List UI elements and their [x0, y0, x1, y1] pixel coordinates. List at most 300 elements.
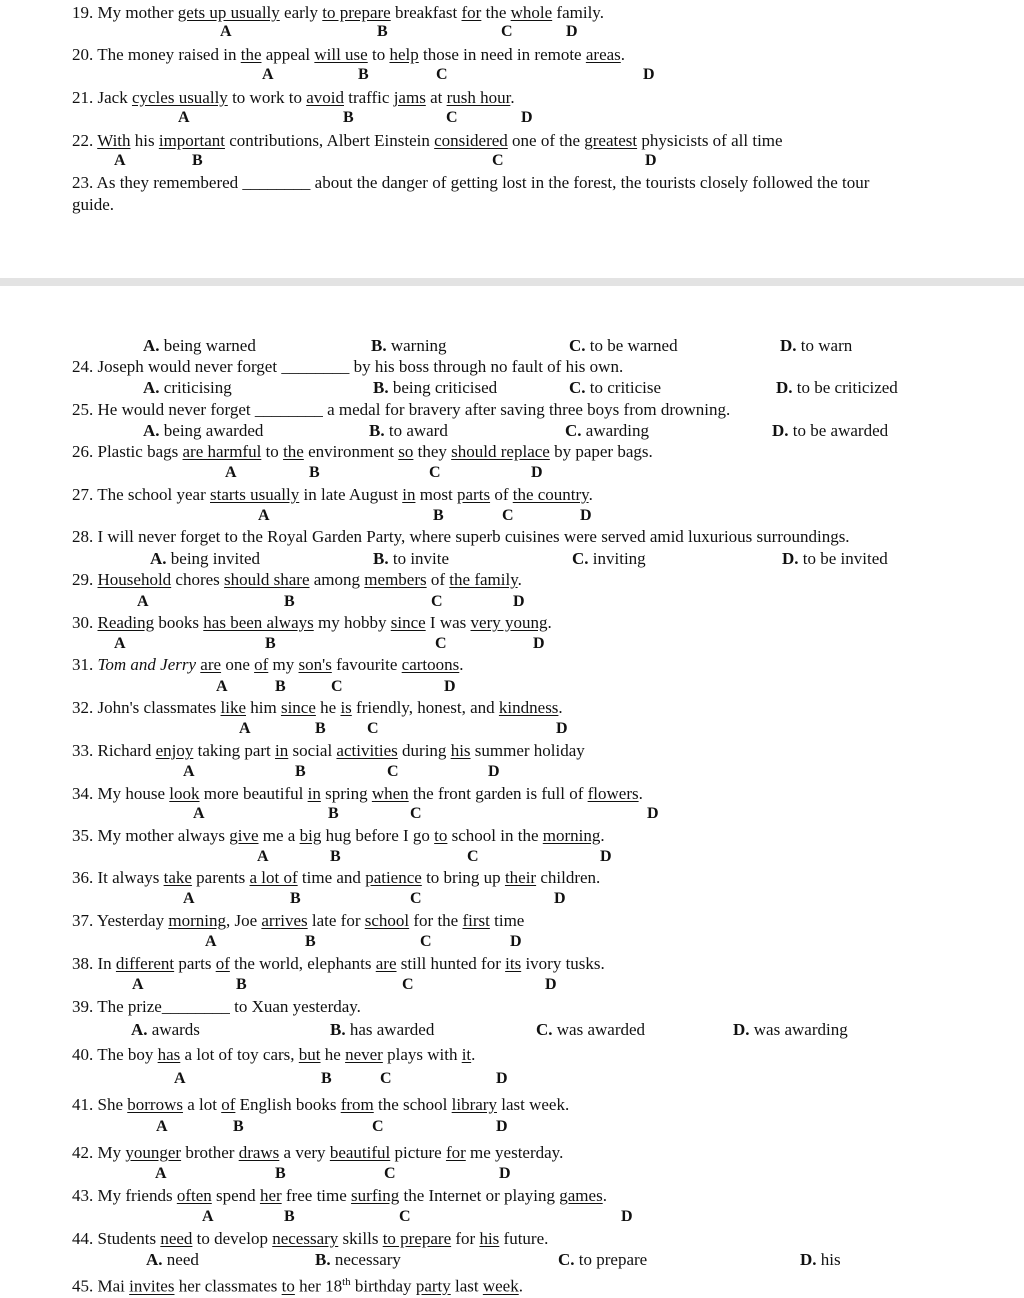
underlined-option: a lot of — [249, 868, 298, 887]
marker-b: B — [192, 152, 203, 169]
question-44 — [72, 1229, 548, 1249]
question-text: appeal — [261, 45, 315, 64]
question-text: a lot of toy cars, — [180, 1045, 299, 1064]
question-text: In — [93, 954, 116, 973]
question-23-continued — [72, 195, 114, 215]
question-text: He would never forget ________ a medal for bravery after saving three boys from drowning. — [93, 400, 731, 419]
marker-d: D — [444, 678, 456, 695]
question-30 — [72, 613, 552, 633]
marker-d: D — [499, 1165, 511, 1182]
question-text: my hobby — [313, 613, 391, 632]
question-text: . — [602, 1186, 607, 1205]
marker-c: C — [331, 678, 343, 695]
marker-b: B — [309, 464, 320, 481]
page-break-divider — [0, 278, 1024, 286]
question-text: plays with — [382, 1045, 462, 1064]
question-text: . — [588, 485, 593, 504]
underlined-option: since — [390, 613, 426, 632]
question-text: last — [450, 1276, 483, 1296]
question-34 — [72, 784, 643, 804]
question-number: 24. — [72, 357, 94, 376]
question-24 — [72, 357, 623, 377]
marker-d: D — [645, 152, 657, 169]
question-text: Richard — [93, 741, 156, 760]
underlined-option: to — [281, 1276, 295, 1296]
marker-a: A — [114, 635, 126, 652]
question-text: The money raised in — [93, 45, 241, 64]
marker-d: D — [488, 763, 500, 780]
question-40 — [72, 1045, 475, 1065]
marker-c: C — [372, 1118, 384, 1135]
underlined-option: first — [462, 911, 490, 930]
marker-d: D — [513, 593, 525, 610]
question-number: 45. — [72, 1276, 94, 1296]
question-number: 41. — [72, 1095, 94, 1114]
choice-row: C. was awarded — [536, 1020, 646, 1039]
question-text: books — [154, 613, 204, 632]
marker-d: D — [521, 109, 533, 126]
underlined-option: draws — [238, 1143, 280, 1162]
underlined-option: beautiful — [329, 1143, 391, 1162]
question-text: skills — [338, 1229, 383, 1248]
marker-a: A — [202, 1208, 214, 1225]
question-text: breakfast — [390, 3, 462, 22]
underlined-option: rush hour — [446, 88, 511, 107]
choice-row: C. inviting — [572, 549, 646, 568]
underlined-option: is — [340, 698, 352, 717]
question-text: free time — [281, 1186, 352, 1205]
question-text: guide. — [72, 195, 115, 214]
marker-c: C — [402, 976, 414, 993]
question-number: 39. — [72, 997, 94, 1016]
question-42 — [72, 1143, 563, 1163]
question-text: . — [638, 784, 643, 803]
marker-a: A — [220, 23, 232, 40]
question-text: My friends — [93, 1186, 177, 1205]
marker-a: A — [216, 678, 228, 695]
underlined-option: for — [445, 1143, 466, 1162]
question-text: . — [517, 570, 522, 589]
question-text: her 18 — [294, 1276, 343, 1296]
underlined-option: flowers — [587, 784, 639, 803]
question-text: chores — [171, 570, 225, 589]
marker-c: C — [492, 152, 504, 169]
question-number: 32. — [72, 698, 94, 717]
question-number: 34. — [72, 784, 94, 803]
marker-b: B — [275, 1165, 286, 1182]
underlined-option: her — [259, 1186, 282, 1205]
choice-row: B. has awarded — [330, 1020, 435, 1039]
question-text: of — [490, 485, 513, 504]
question-text: As they remembered ________ about the danger of getting lost in the forest, the tourists closely followed the tour — [93, 173, 870, 192]
marker-c: C — [435, 635, 447, 652]
question-number: 21. — [72, 88, 94, 107]
question-text: brother — [181, 1143, 239, 1162]
underlined-option: With — [97, 131, 131, 150]
underlined-option: patience — [365, 868, 422, 887]
question-text: I was — [425, 613, 471, 632]
choice-row: B. to award — [369, 421, 448, 440]
question-number: 44. — [72, 1229, 94, 1248]
marker-a: A — [156, 1118, 168, 1135]
underlined-option: morning — [168, 911, 226, 930]
ordinal-suffix: th — [342, 1276, 351, 1288]
marker-b: B — [330, 848, 341, 865]
choice-row: C. awarding — [565, 421, 650, 440]
underlined-option: in — [402, 485, 416, 504]
marker-a: A — [258, 507, 270, 524]
question-text: my — [268, 655, 299, 674]
question-text: . — [518, 1276, 523, 1296]
underlined-option: to — [434, 826, 448, 845]
choice-row: C. to be warned — [569, 336, 678, 355]
marker-c: C — [446, 109, 458, 126]
marker-a: A — [137, 593, 149, 610]
marker-d: D — [496, 1118, 508, 1135]
question-23 — [72, 173, 869, 193]
underlined-option: different — [115, 954, 175, 973]
marker-b: B — [265, 635, 276, 652]
marker-d: D — [580, 507, 592, 524]
question-text: favourite — [331, 655, 402, 674]
question-45 — [72, 1272, 523, 1297]
question-text: at — [425, 88, 447, 107]
question-text: future. — [499, 1229, 549, 1248]
question-text: My mother — [93, 3, 178, 22]
underlined-option: avoid — [306, 88, 344, 107]
underlined-option: its — [505, 954, 522, 973]
underlined-option: in — [307, 784, 321, 803]
underlined-option: members — [364, 570, 427, 589]
underlined-option: of — [254, 655, 269, 674]
choice-row: A. need — [146, 1250, 199, 1269]
question-text: me a — [258, 826, 300, 845]
underlined-option: cycles usually — [131, 88, 228, 107]
question-number: 19. — [72, 3, 94, 22]
question-33 — [72, 741, 585, 761]
question-28 — [72, 527, 850, 547]
marker-c: C — [384, 1165, 396, 1182]
choice-row: A. criticising — [143, 378, 232, 397]
underlined-option: enjoy — [155, 741, 194, 760]
underlined-option: the — [283, 442, 304, 461]
marker-b: B — [284, 1208, 295, 1225]
question-text: Mai — [93, 1276, 130, 1296]
question-text: for — [451, 1229, 480, 1248]
marker-c: C — [436, 66, 448, 83]
question-text: for the — [409, 911, 463, 930]
underlined-option: activities — [336, 741, 398, 760]
marker-b: B — [295, 763, 306, 780]
choice-row: A. being warned — [143, 336, 256, 355]
italic-title: Tom and Jerry — [97, 655, 197, 674]
question-text: last week. — [496, 1095, 570, 1114]
question-text: My — [93, 1143, 126, 1162]
marker-a: A — [114, 152, 126, 169]
marker-b: B — [321, 1070, 332, 1087]
question-text: The prize________ to Xuan yesterday. — [93, 997, 361, 1016]
question-text: a lot — [182, 1095, 222, 1114]
question-number: 26. — [72, 442, 94, 461]
question-text: still hunted for — [396, 954, 506, 973]
question-text: him — [246, 698, 281, 717]
question-text: to — [261, 442, 284, 461]
choice-row: D. to be invited — [782, 549, 888, 568]
question-text: physicists of all time — [637, 131, 783, 150]
question-41 — [72, 1095, 569, 1115]
question-text: he — [320, 1045, 346, 1064]
underlined-option: so — [398, 442, 414, 461]
question-text: parents — [191, 868, 250, 887]
question-text: ivory tusks. — [521, 954, 605, 973]
question-number: 37. — [72, 911, 94, 930]
underlined-option: parts — [457, 485, 491, 504]
question-text: birthday — [350, 1276, 416, 1296]
question-38 — [72, 954, 605, 974]
question-27 — [72, 485, 593, 505]
question-43 — [72, 1186, 607, 1206]
question-text: . — [459, 655, 464, 674]
choice-row: D. was awarding — [733, 1020, 848, 1039]
marker-b: B — [377, 23, 388, 40]
question-text: the front garden is full of — [408, 784, 588, 803]
underlined-option: the country — [512, 485, 589, 504]
marker-c: C — [431, 593, 443, 610]
question-text: Joseph would never forget ________ by his boss through no fault of his own. — [93, 357, 624, 376]
marker-a: A — [225, 464, 237, 481]
marker-b: B — [236, 976, 247, 993]
question-37 — [72, 911, 524, 931]
underlined-option: surfing — [351, 1186, 400, 1205]
underlined-option: it — [461, 1045, 472, 1064]
choice-row: A. awards — [131, 1020, 200, 1039]
underlined-option: areas — [585, 45, 621, 64]
marker-c: C — [380, 1070, 392, 1087]
marker-d: D — [647, 805, 659, 822]
question-text: they — [413, 442, 452, 461]
question-number: 23. — [72, 173, 94, 192]
underlined-option: from — [340, 1095, 374, 1114]
underlined-option: but — [298, 1045, 321, 1064]
marker-c: C — [410, 890, 422, 907]
underlined-option: party — [415, 1276, 451, 1296]
question-text: The school year — [93, 485, 211, 504]
marker-a: A — [262, 66, 274, 83]
question-number: 22. — [72, 131, 94, 150]
question-text: . — [558, 698, 563, 717]
underlined-option: has been always — [203, 613, 314, 632]
question-36 — [72, 868, 600, 888]
marker-a: A — [257, 848, 269, 865]
marker-c: C — [387, 763, 399, 780]
marker-b: B — [315, 720, 326, 737]
choice-row: A. being invited — [150, 549, 261, 568]
question-text: spend — [211, 1186, 260, 1205]
underlined-option: since — [280, 698, 316, 717]
underlined-option: big — [299, 826, 322, 845]
marker-a: A — [205, 933, 217, 950]
marker-c: C — [501, 23, 513, 40]
question-text: Jack — [93, 88, 132, 107]
marker-a: A — [239, 720, 251, 737]
question-text: English books — [235, 1095, 341, 1114]
underlined-option: younger — [125, 1143, 182, 1162]
marker-b: B — [433, 507, 444, 524]
marker-d: D — [621, 1208, 633, 1225]
question-text: spring — [320, 784, 372, 803]
marker-d: D — [545, 976, 557, 993]
underlined-option: to prepare — [382, 1229, 452, 1248]
marker-a: A — [193, 805, 205, 822]
question-number: 31. — [72, 655, 94, 674]
question-number: 33. — [72, 741, 94, 760]
question-39 — [72, 997, 361, 1017]
choice-row: C. to criticise — [569, 378, 662, 397]
question-number: 25. — [72, 400, 94, 419]
question-text: the school — [373, 1095, 452, 1114]
question-26 — [72, 442, 653, 462]
underlined-option: son's — [298, 655, 332, 674]
question-text: My mother always — [93, 826, 230, 845]
question-number: 28. — [72, 527, 94, 546]
question-text: parts — [174, 954, 216, 973]
question-text: taking part — [193, 741, 276, 760]
underlined-option: games — [559, 1186, 603, 1205]
marker-c: C — [502, 507, 514, 524]
underlined-option: need — [160, 1229, 193, 1248]
underlined-option: Household — [97, 570, 172, 589]
underlined-option: school — [364, 911, 410, 930]
question-text: children. — [536, 868, 601, 887]
marker-d: D — [533, 635, 545, 652]
question-31 — [72, 655, 464, 675]
underlined-option: their — [504, 868, 537, 887]
choice-row: A. being awarded — [143, 421, 264, 440]
underlined-option: look — [169, 784, 200, 803]
question-text: a very — [279, 1143, 330, 1162]
choice-row: D. to be criticized — [776, 378, 898, 397]
question-text: to develop — [192, 1229, 273, 1248]
question-text: . — [471, 1045, 476, 1064]
underlined-option: starts usually — [210, 485, 300, 504]
question-text: most — [415, 485, 458, 504]
question-text: The boy — [93, 1045, 158, 1064]
question-text: Yesterday — [93, 911, 169, 930]
marker-d: D — [496, 1070, 508, 1087]
question-number: 38. — [72, 954, 94, 973]
question-25 — [72, 400, 730, 420]
marker-b: B — [275, 678, 286, 695]
underlined-option: take — [163, 868, 192, 887]
marker-b: B — [358, 66, 369, 83]
underlined-option: morning — [542, 826, 601, 845]
underlined-option: borrows — [127, 1095, 183, 1114]
marker-c: C — [420, 933, 432, 950]
marker-d: D — [566, 23, 578, 40]
underlined-option: greatest — [584, 131, 638, 150]
question-number: 35. — [72, 826, 94, 845]
underlined-option: are — [200, 655, 222, 674]
choice-row: B. necessary — [315, 1250, 401, 1269]
question-text: to — [367, 45, 390, 64]
marker-c: C — [410, 805, 422, 822]
choice-row: B. warning — [371, 336, 447, 355]
question-text: family. — [552, 3, 604, 22]
question-number: 30. — [72, 613, 94, 632]
question-text: . — [600, 826, 605, 845]
question-text: . — [547, 613, 552, 632]
question-text: time — [489, 911, 525, 930]
underlined-option: kindness — [498, 698, 559, 717]
question-text: It always — [93, 868, 164, 887]
question-text: he — [315, 698, 341, 717]
marker-a: A — [132, 976, 144, 993]
underlined-option: whole — [510, 3, 553, 22]
question-text: She — [93, 1095, 128, 1114]
underlined-option: often — [176, 1186, 212, 1205]
underlined-option: are — [375, 954, 397, 973]
marker-d: D — [531, 464, 543, 481]
underlined-option: should share — [224, 570, 310, 589]
question-text: the — [481, 3, 511, 22]
question-text: . — [510, 88, 515, 107]
question-text: his — [130, 131, 159, 150]
question-text: Plastic bags — [93, 442, 183, 461]
underlined-option: necessary — [272, 1229, 339, 1248]
question-text: environment — [303, 442, 399, 461]
choice-row: B. to invite — [373, 549, 450, 568]
underlined-option: should replace — [451, 442, 550, 461]
question-text: one of the — [507, 131, 585, 150]
question-text: to work to — [227, 88, 307, 107]
question-21 — [72, 88, 515, 108]
choice-row: D. to warn — [780, 336, 853, 355]
question-text: in late August — [299, 485, 403, 504]
question-35 — [72, 826, 605, 846]
marker-b: B — [305, 933, 316, 950]
question-number: 20. — [72, 45, 94, 64]
question-text: of — [426, 570, 450, 589]
choice-row: D. to be awarded — [772, 421, 889, 440]
choice-row: B. being criticised — [373, 378, 498, 397]
question-text: by paper bags. — [549, 442, 653, 461]
question-text: social — [288, 741, 337, 760]
underlined-option: like — [220, 698, 246, 717]
underlined-option: jams — [393, 88, 426, 107]
underlined-option: very young — [470, 613, 548, 632]
marker-c: C — [367, 720, 379, 737]
choice-row: C. to prepare — [558, 1250, 648, 1269]
underlined-option: gets up usually — [177, 3, 280, 22]
underlined-option: of — [221, 1095, 236, 1114]
underlined-option: when — [371, 784, 409, 803]
underlined-option: important — [158, 131, 225, 150]
question-number: 27. — [72, 485, 94, 504]
question-32 — [72, 698, 563, 718]
marker-b: B — [343, 109, 354, 126]
marker-c: C — [467, 848, 479, 865]
question-number: 42. — [72, 1143, 94, 1162]
underlined-option: the — [240, 45, 262, 64]
question-text: hug before I go — [321, 826, 435, 845]
question-text: , Joe — [225, 911, 262, 930]
underlined-option: help — [389, 45, 419, 64]
question-text: school in the — [447, 826, 543, 845]
question-text: John's classmates — [93, 698, 221, 717]
question-text: summer holiday — [470, 741, 585, 760]
question-number: 29. — [72, 570, 94, 589]
question-text: Students — [93, 1229, 161, 1248]
